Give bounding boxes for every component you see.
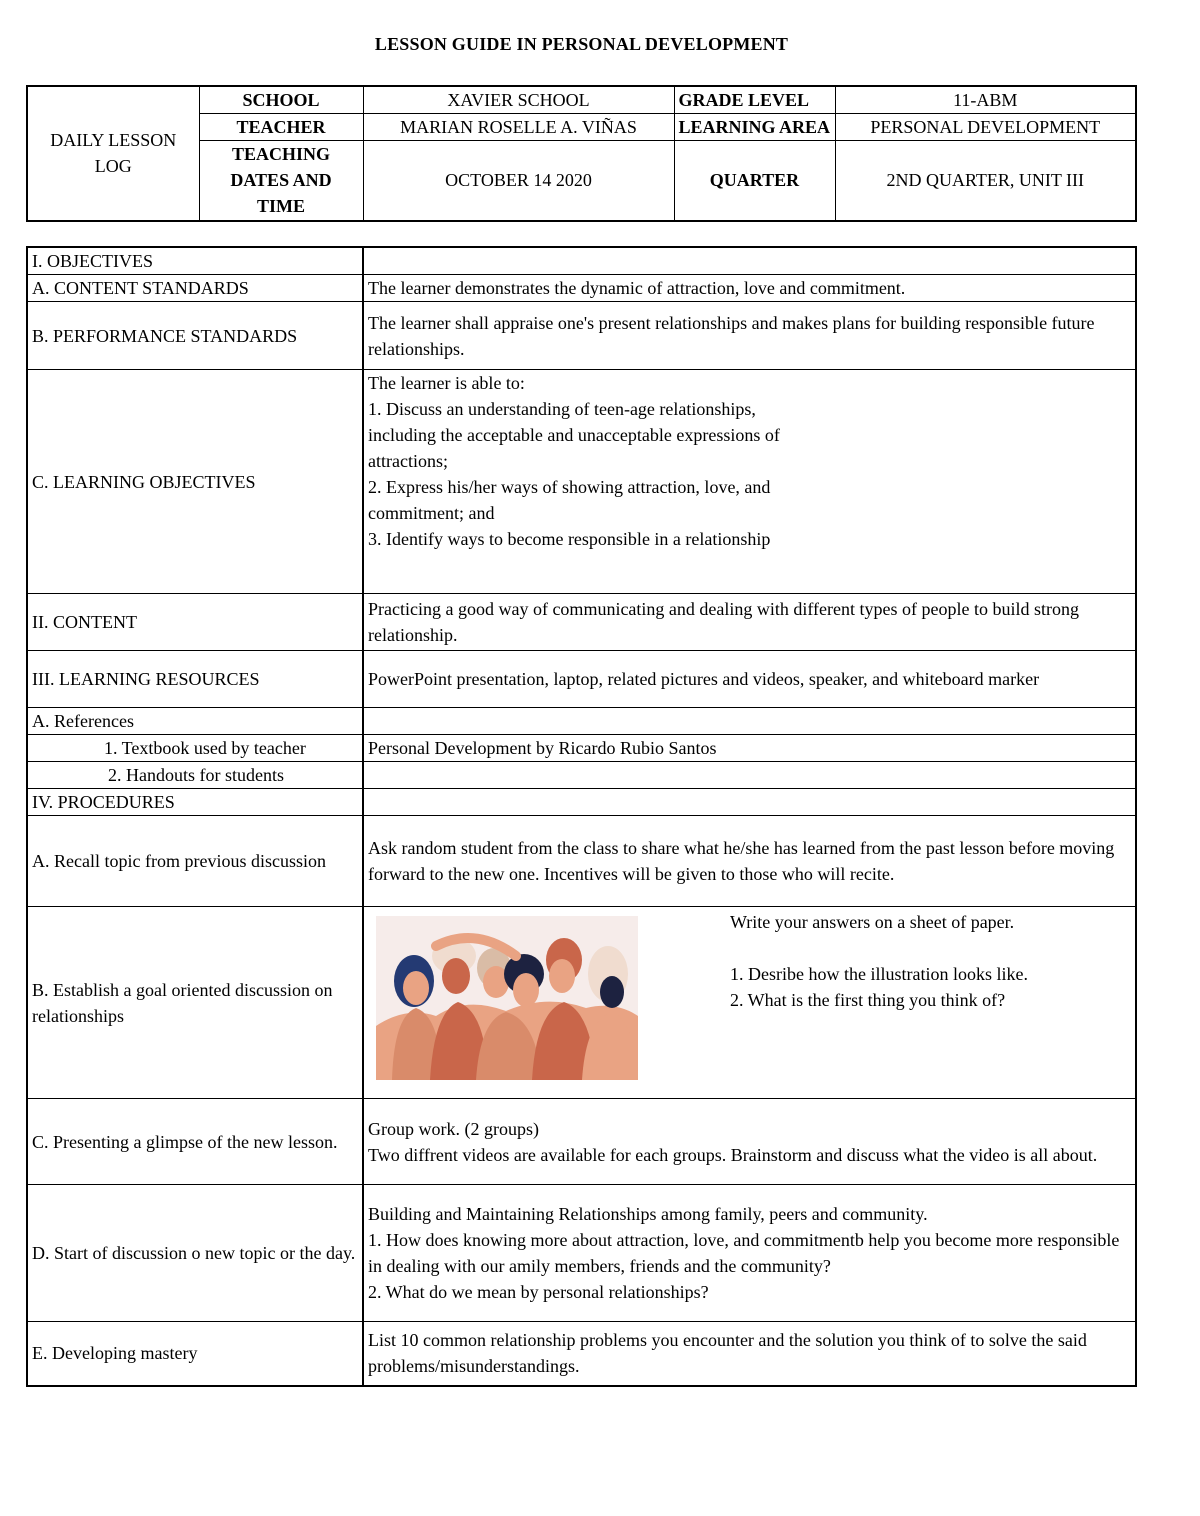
references-empty-cell bbox=[363, 708, 1136, 735]
lesson-log-header-table bbox=[26, 85, 1137, 222]
establish-goal-label: B. Establish a goal oriented discussion on relationships bbox=[27, 907, 363, 1099]
objectives-heading: I. OBJECTIVES bbox=[27, 247, 363, 275]
illustration-svg bbox=[376, 916, 638, 1080]
quarter-label: QUARTER bbox=[674, 141, 835, 221]
recall-value: Ask random student from the class to share what he/she has learned from the past lesson before moving forward to the new one. Incentives will be given to those who will recite. bbox=[363, 816, 1136, 907]
teaching-dates-label: TEACHING DATES AND TIME bbox=[199, 141, 363, 221]
textbook-label: 1. Textbook used by teacher bbox=[27, 735, 363, 762]
mastery-value: List 10 common relationship problems you encounter and the solution you think of to solve the said problems/misunderstandings. bbox=[363, 1322, 1136, 1386]
learning-objectives-label: C. LEARNING OBJECTIVES bbox=[27, 370, 363, 594]
handouts-label: 2. Handouts for students bbox=[27, 762, 363, 789]
lesson-body-table bbox=[26, 246, 1137, 1387]
page-title: LESSON GUIDE IN PERSONAL DEVELOPMENT bbox=[374, 34, 789, 54]
teaching-dates-value: OCTOBER 14 2020 bbox=[363, 141, 674, 221]
learning-objectives-value: The learner is able to: 1. Discuss an understanding of teen-age relationships, including the acceptable and unacceptable expressions of attractions; 2. Express his/her ways of showing attraction, love, and commitment; and 3. Identify ways to become responsible in a relationship bbox=[363, 370, 1136, 594]
school-label: SCHOOL bbox=[199, 86, 363, 114]
school-value: XAVIER SCHOOL bbox=[363, 86, 674, 114]
establish-goal-cell bbox=[363, 907, 1136, 1099]
presenting-value: Group work. (2 groups) Two diffrent videos are available for each groups. Brainstorm and discuss what the video is all about. bbox=[363, 1099, 1136, 1185]
learning-area-label: LEARNING AREA bbox=[674, 114, 835, 141]
quarter-value: 2ND QUARTER, UNIT III bbox=[835, 141, 1136, 221]
teacher-value: MARIAN ROSELLE A. VIÑAS bbox=[363, 114, 674, 141]
learning-resources-value: PowerPoint presentation, laptop, related pictures and videos, speaker, and whiteboard marker bbox=[363, 651, 1136, 708]
content-label: II. CONTENT bbox=[27, 594, 363, 651]
procedures-empty-cell bbox=[363, 789, 1136, 816]
content-standards-value: The learner demonstrates the dynamic of attraction, love and commitment. bbox=[363, 275, 1136, 302]
learning-area-value: PERSONAL DEVELOPMENT bbox=[835, 114, 1136, 141]
references-label: A. References bbox=[27, 708, 363, 735]
daily-lesson-log-label: DAILY LESSON LOG bbox=[27, 86, 199, 221]
teacher-label: TEACHER bbox=[199, 114, 363, 141]
performance-standards-value: The learner shall appraise one's present relationships and makes plans for building responsible future relationships. bbox=[363, 302, 1136, 370]
discussion-label: D. Start of discussion o new topic or the day. bbox=[27, 1185, 363, 1322]
textbook-value: Personal Development by Ricardo Rubio Santos bbox=[363, 735, 1136, 762]
procedures-heading: IV. PROCEDURES bbox=[27, 789, 363, 816]
group-of-people-illustration bbox=[376, 916, 638, 1080]
content-value: Practicing a good way of communicating and dealing with different types of people to build strong relationship. bbox=[363, 594, 1136, 651]
discussion-value: Building and Maintaining Relationships among family, peers and community. 1. How does knowing more about attraction, love, and commitmentb help you become more responsible in dealing with our amily members, friends and the community? 2. What do we mean by personal relationships? bbox=[363, 1185, 1136, 1322]
presenting-label: C. Presenting a glimpse of the new lesson. bbox=[27, 1099, 363, 1185]
mastery-label: E. Developing mastery bbox=[27, 1322, 363, 1386]
content-standards-label: A. CONTENT STANDARDS bbox=[27, 275, 363, 302]
grade-level-value: 11-ABM bbox=[835, 86, 1136, 114]
recall-label: A. Recall topic from previous discussion bbox=[27, 816, 363, 907]
grade-level-label: GRADE LEVEL bbox=[674, 86, 835, 114]
handouts-empty-cell bbox=[363, 762, 1136, 789]
objectives-empty-cell bbox=[363, 247, 1136, 275]
establish-goal-value: Write your answers on a sheet of paper. 1. Desribe how the illustration looks like. 2. What is the first thing you think of? bbox=[730, 912, 1028, 1010]
performance-standards-label: B. PERFORMANCE STANDARDS bbox=[27, 302, 363, 370]
learning-resources-label: III. LEARNING RESOURCES bbox=[27, 651, 363, 708]
